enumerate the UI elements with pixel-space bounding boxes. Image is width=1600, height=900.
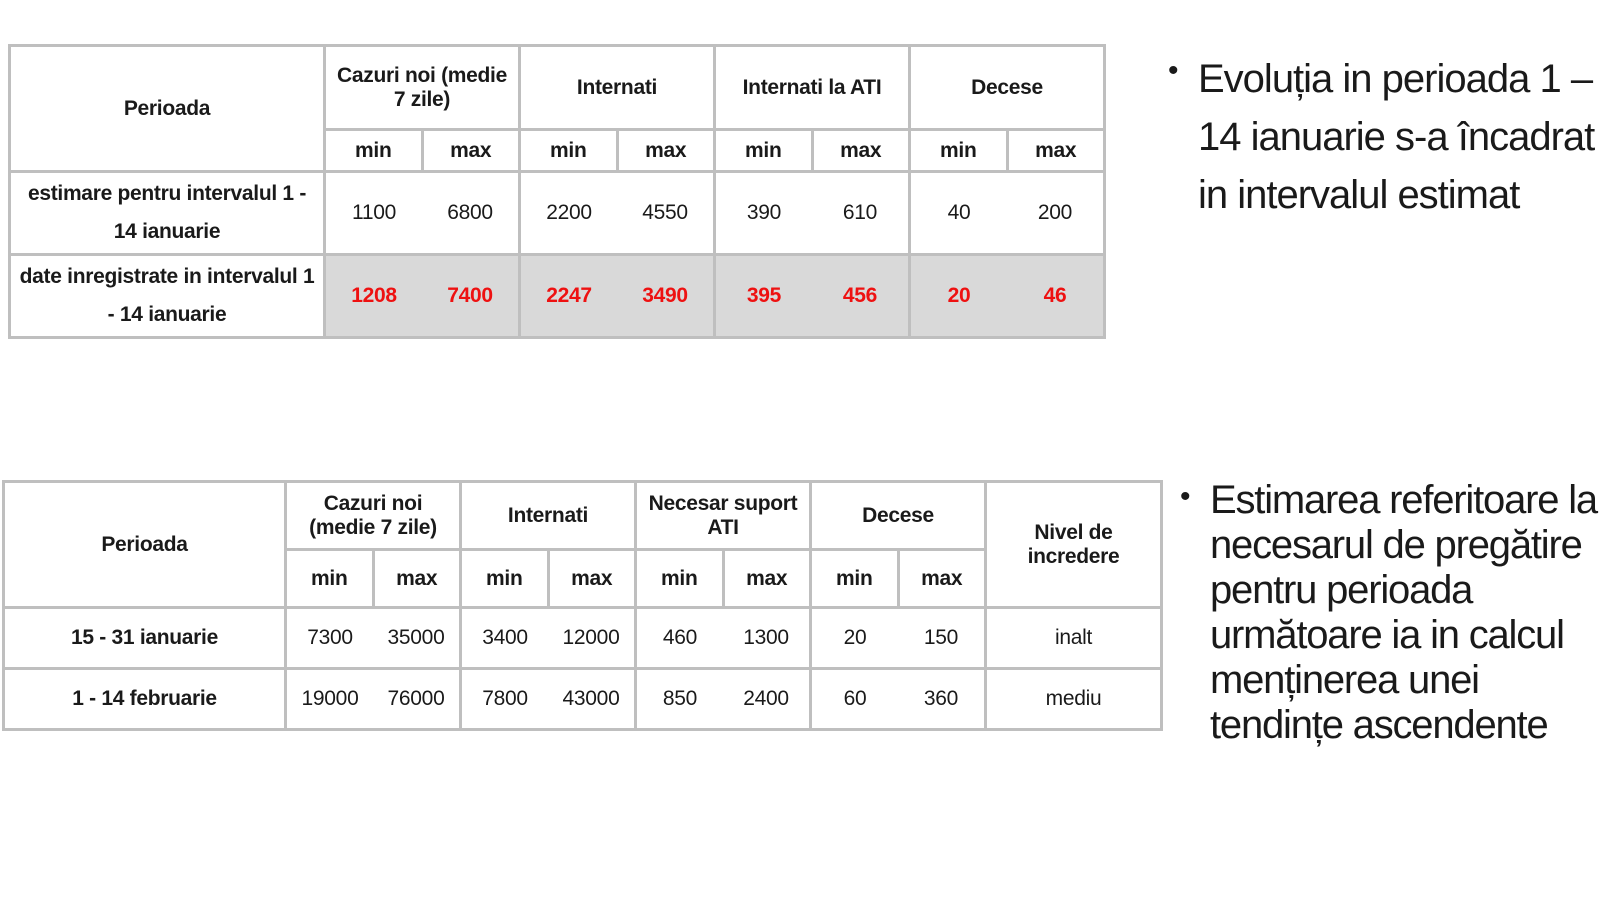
cell-value-highlighted: 20 bbox=[910, 255, 1008, 338]
estimates-vs-recorded-table bbox=[8, 44, 1106, 339]
subheader-max: max bbox=[617, 130, 715, 172]
cell-value: 43000 bbox=[548, 669, 636, 730]
subheader-min: min bbox=[811, 550, 899, 608]
cell-value: 3400 bbox=[461, 608, 549, 669]
header-hospitalized: Internati bbox=[461, 482, 636, 550]
forecast-table bbox=[2, 480, 1163, 731]
cell-value: 460 bbox=[636, 608, 724, 669]
cell-value: 20 bbox=[811, 608, 899, 669]
header-deaths: Decese bbox=[811, 482, 986, 550]
cell-value-highlighted: 3490 bbox=[617, 255, 715, 338]
cell-value: 7300 bbox=[286, 608, 374, 669]
subheader-max: max bbox=[723, 550, 811, 608]
cell-value: 1300 bbox=[723, 608, 811, 669]
cell-value-highlighted: 46 bbox=[1007, 255, 1105, 338]
cell-value-highlighted: 7400 bbox=[422, 255, 520, 338]
table-row-recorded bbox=[10, 255, 1105, 338]
subheader-min: min bbox=[461, 550, 549, 608]
cell-value: 390 bbox=[715, 172, 813, 255]
subheader-min: min bbox=[520, 130, 618, 172]
cell-value: 40 bbox=[910, 172, 1008, 255]
cell-value: 2200 bbox=[520, 172, 618, 255]
cell-value: 1100 bbox=[325, 172, 423, 255]
subheader-min: min bbox=[715, 130, 813, 172]
cell-value: 35000 bbox=[373, 608, 461, 669]
header-period: Perioada bbox=[4, 482, 286, 608]
subheader-max: max bbox=[422, 130, 520, 172]
subheader-max: max bbox=[373, 550, 461, 608]
header-icu: Internati la ATI bbox=[715, 46, 910, 130]
header-deaths: Decese bbox=[910, 46, 1105, 130]
row-label: estimare pentru intervalul 1 - 14 ianuarie bbox=[10, 172, 325, 255]
subheader-max: max bbox=[548, 550, 636, 608]
subheader-max: max bbox=[898, 550, 986, 608]
cell-value: 7800 bbox=[461, 669, 549, 730]
header-confidence: Nivel de incredere bbox=[986, 482, 1162, 608]
subheader-max: max bbox=[812, 130, 910, 172]
subheader-max: max bbox=[1007, 130, 1105, 172]
row-label: date inregistrate in intervalul 1 - 14 ianuarie bbox=[10, 255, 325, 338]
cell-value-highlighted: 1208 bbox=[325, 255, 423, 338]
header-icu: Necesar suport ATI bbox=[636, 482, 811, 550]
subheader-min: min bbox=[286, 550, 374, 608]
header-period: Perioada bbox=[10, 46, 325, 172]
cell-value-highlighted: 456 bbox=[812, 255, 910, 338]
row-label: 1 - 14 februarie bbox=[4, 669, 286, 730]
cell-value-highlighted: 2247 bbox=[520, 255, 618, 338]
cell-value: 610 bbox=[812, 172, 910, 255]
cell-value: 6800 bbox=[422, 172, 520, 255]
bullet-text: Estimarea referitoare la necesarul de pregătire pentru perioada următoare ia in calcul menținerea unei tendințe ascendente bbox=[1210, 478, 1597, 747]
cell-value: 12000 bbox=[548, 608, 636, 669]
cell-value: 19000 bbox=[286, 669, 374, 730]
cell-value: 360 bbox=[898, 669, 986, 730]
cell-value: 850 bbox=[636, 669, 724, 730]
cell-value-highlighted: 395 bbox=[715, 255, 813, 338]
header-cases: Cazuri noi (medie 7 zile) bbox=[286, 482, 461, 550]
confidence-value: mediu bbox=[986, 669, 1162, 730]
cell-value: 76000 bbox=[373, 669, 461, 730]
table-row-estimate bbox=[10, 172, 1105, 255]
cell-value: 200 bbox=[1007, 172, 1105, 255]
cell-value: 60 bbox=[811, 669, 899, 730]
header-hospitalized: Internati bbox=[520, 46, 715, 130]
subheader-min: min bbox=[325, 130, 423, 172]
header-cases: Cazuri noi (medie 7 zile) bbox=[325, 46, 520, 130]
cell-value: 4550 bbox=[617, 172, 715, 255]
subheader-min: min bbox=[910, 130, 1008, 172]
table-row-early-february bbox=[4, 669, 1162, 730]
cell-value: 2400 bbox=[723, 669, 811, 730]
cell-value: 150 bbox=[898, 608, 986, 669]
table-row-late-january bbox=[4, 608, 1162, 669]
bullet-dot-icon: • bbox=[1180, 480, 1191, 513]
row-label: 15 - 31 ianuarie bbox=[4, 608, 286, 669]
confidence-value: inalt bbox=[986, 608, 1162, 669]
bullet-dot-icon: • bbox=[1168, 54, 1179, 87]
bullet-text: Evoluția in perioada 1 – 14 ianuarie s-a încadrat in intervalul estimat bbox=[1198, 57, 1595, 217]
subheader-min: min bbox=[636, 550, 724, 608]
